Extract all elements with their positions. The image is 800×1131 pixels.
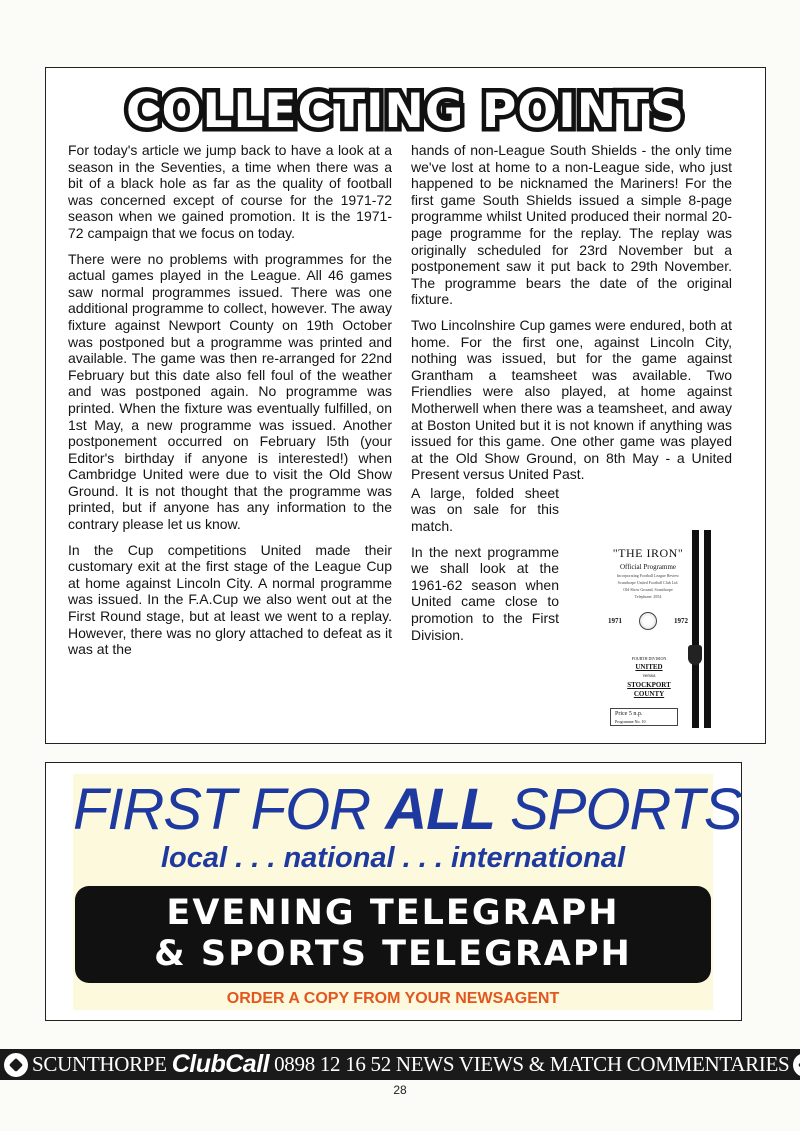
clubcall-banner — [0, 1049, 800, 1080]
article-title: COLLECTING POINTS — [126, 84, 685, 139]
wrapped-text — [411, 485, 559, 643]
programme-fixture — [614, 654, 684, 699]
newspaper-advert — [45, 762, 742, 1021]
programme-price-box — [610, 708, 678, 726]
football-icon — [793, 1053, 800, 1077]
programme-number: Programme No. 10 — [615, 719, 646, 724]
paragraph: In the Cup competitions United made their customary exit at the first stage of the League Cup at home against Lincoln City. A normal programme was issued. In the F.A.Cup we also went out at the First Round stage, but at least we went to a replay. However, there was no glory attached to defeat as it was at the — [68, 541, 392, 658]
paragraph: Two Lincolnshire Cup games were endured, both at home. For the first one, against Lincoln City, nothing was issued, but for the game against Grantham a teamsheet was available. Two Friendlies were also played, at home against Motherwell when there was a teamsheet, and away at Boston United but it is not known if anything was issued for this game. One other game was played at the Old Show Ground, on 8th May - a United Present versus United Past. — [411, 316, 732, 483]
newspaper-title-box — [75, 886, 711, 983]
advert-order-text: ORDER A COPY FROM YOUR NEWSAGENT — [226, 990, 560, 1007]
football-icon — [4, 1053, 28, 1077]
programme-title: "THE IRON" — [612, 546, 684, 560]
league-name: FOURTH DIVISION — [631, 656, 667, 661]
advert-tagline: local . . . national . . . international — [160, 842, 626, 874]
club-crest-icon — [688, 645, 702, 665]
stripe — [692, 530, 699, 728]
programme-season — [608, 612, 688, 630]
stripe — [704, 530, 711, 728]
paragraph: There were no problems with programmes for the actual games played in the League. All 46 games saw normal programmes issued. There was one additional programme to collect, however. The away fixture against Newport County on 19th October was postponed but a programme was printed and available. The game was then re-arranged for 22nd February but this date also fell foul of the weather and was postponed again. No programme was printed. When the fixture was eventually fulfilled, on 1st May, a new programme was issued. Another postponement occurred on February l5th (your Editor's birthday if anyone is interested!) when Cambridge United were due to visit the Old Show Ground. It is not thought that the programme was printed, but if anyone has any information to the contrary please let us know. — [68, 250, 392, 533]
headline-part: FIRST FOR — [73, 777, 386, 842]
programme-small-print: Scunthorpe United Football Club Ltd. — [617, 580, 679, 585]
year-right: 1972 — [674, 617, 688, 625]
article-left-column — [68, 142, 392, 667]
clubcall-brand: ClubCall — [171, 1050, 270, 1078]
headline-emphasis: ALL — [385, 777, 495, 842]
year-left: 1971 — [608, 617, 622, 625]
advert-headline — [73, 777, 742, 842]
newspaper-name: EVENING TELEGRAPH — [166, 893, 620, 933]
clubcall-details: 0898 12 16 52 NEWS VIEWS & MATCH COMMENTARIES — [274, 1052, 790, 1076]
advert-panel — [73, 774, 742, 1010]
programme-small-print: Incorporating Football League Review — [616, 573, 680, 578]
programme-cover-image — [596, 530, 714, 728]
football-icon — [639, 612, 657, 630]
programme-header — [604, 546, 692, 599]
home-team: UNITED — [635, 663, 663, 671]
programme-price: Price 5 n.p. — [615, 711, 643, 717]
paragraph: hands of non-League South Shields - the only time we've lost at home to a non-League side, who just happened to be nicknamed the Mariners! For the first game South Shields issued a simple 8-page programme whilst United produced their normal 20-page programme for the replay. The replay was originally scheduled for 23rd November but a postponement saw it put back to 29th November. The programme bears the date of the original fixture. — [411, 142, 732, 308]
programme-small-print: Telephone: 2954 — [634, 594, 662, 599]
paragraph: In the next programme we shall look at the 1961-62 season when United came close to promotion to the First Division. — [411, 543, 559, 643]
clubcall-club: SCUNTHORPE — [32, 1052, 167, 1076]
programme-subtitle: Official Programme — [619, 563, 677, 571]
headline-part: SPORTS — [494, 777, 742, 842]
programme-small-print: Old Show Ground, Scunthorpe — [623, 587, 673, 592]
article-box — [45, 67, 766, 744]
versus-label: versus — [642, 674, 656, 679]
page-number: 28 — [393, 1083, 407, 1097]
paragraph: A large, folded sheet was on sale for this match. — [411, 484, 559, 535]
away-team: STOCKPORT COUNTY — [627, 681, 671, 698]
paragraph: For today's article we jump back to have a look at a season in the Seventies, a time when there was a bit of a black hole as far as the quality of football was concerned except of course for the 1971-72 season when we gained promotion. It is the 1971-72 campaign that we focus on today. — [68, 142, 392, 241]
newspaper-name: & SPORTS TELEGRAPH — [154, 934, 632, 974]
